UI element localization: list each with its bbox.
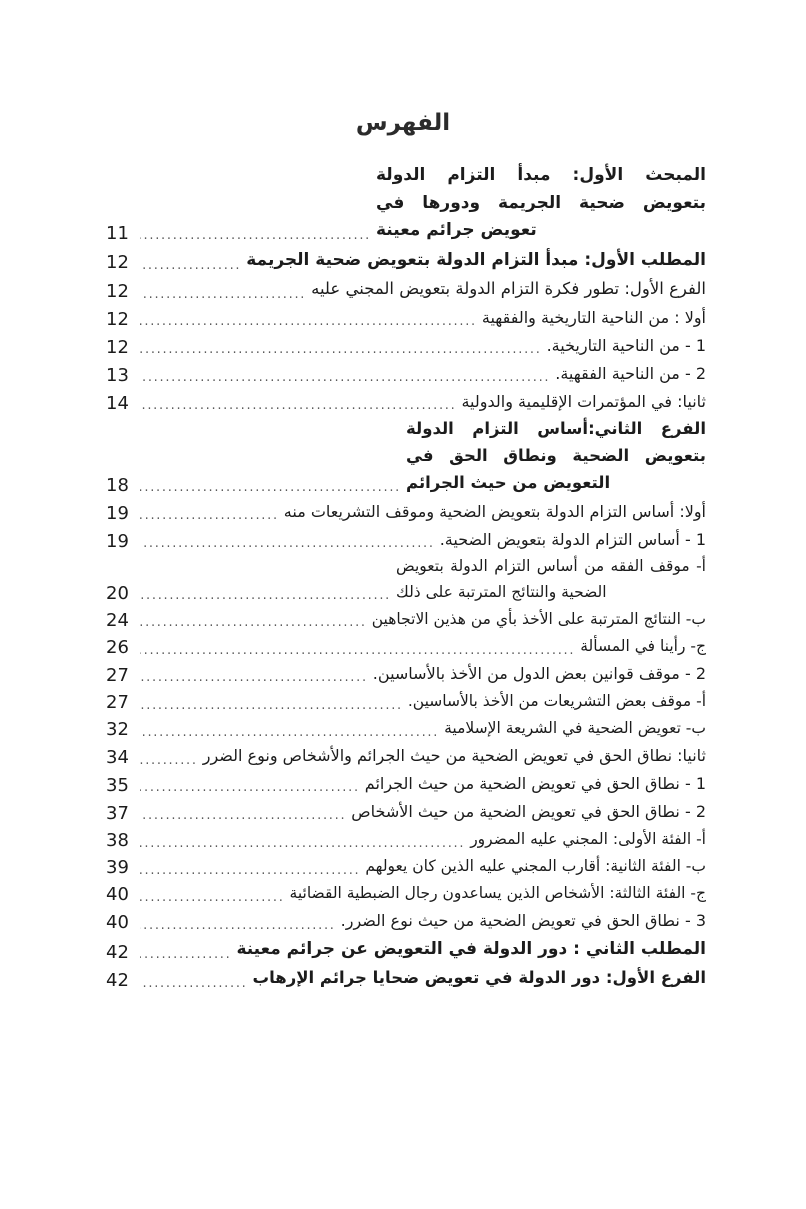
toc-entry[interactable] xyxy=(106,716,706,741)
toc-entry-label: ثانيا: نطاق الحق في تعويض الضحية من حيث الجرائم والأشخاص ونوع الضرر xyxy=(202,746,706,765)
toc-entry-label: أولا : من الناحية التاريخية والفقهية xyxy=(481,307,706,327)
dot-leader xyxy=(140,807,346,825)
toc-entry[interactable] xyxy=(106,634,706,659)
dot-leader xyxy=(140,888,285,906)
dot-leader xyxy=(140,946,231,964)
dot-leader xyxy=(140,669,368,687)
toc-entry[interactable] xyxy=(106,771,706,797)
toc-entry-page-number: 20 xyxy=(106,582,129,604)
toc-entry-page-number: 40 xyxy=(106,912,129,934)
toc-entry-label: 1 - من الناحية التاريخية. xyxy=(546,335,706,355)
toc-entry-page-number: 14 xyxy=(106,392,129,414)
toc-entry-page-number: 42 xyxy=(106,941,129,963)
toc-entry-page-number: 35 xyxy=(106,775,129,797)
toc-entry-label: الفرع الثاني:أساس التزام الدولة بتعويض الضحية ونطاق الحق في التعويض من حيث الجرائم xyxy=(406,419,706,492)
toc-entry-page-number: 12 xyxy=(106,309,129,331)
toc-entry[interactable] xyxy=(106,936,706,964)
toc-entry[interactable] xyxy=(106,965,706,992)
toc-entry[interactable] xyxy=(106,361,706,387)
toc-entry-page-number: 18 xyxy=(106,474,129,496)
toc-entry-list xyxy=(106,162,706,994)
toc-entry-page-number: 27 xyxy=(106,665,129,687)
toc-entry-label: المطلب الأول: مبدأ التزام الدولة بتعويض ضحية الجريمة xyxy=(246,249,706,270)
toc-entry[interactable] xyxy=(106,854,706,879)
toc-entry-label: 2 - نطاق الحق في تعويض الضحية من حيث الأشخاص xyxy=(351,801,706,821)
dot-leader xyxy=(140,614,367,632)
dot-leader xyxy=(140,834,465,852)
toc-entry[interactable] xyxy=(106,799,706,825)
toc-entry[interactable] xyxy=(106,554,706,604)
dot-leader xyxy=(140,779,360,797)
toc-entry-page-number: 12 xyxy=(106,252,129,274)
dot-leader xyxy=(140,975,248,993)
toc-entry[interactable] xyxy=(106,305,706,331)
toc-entry-label: 2 - من الناحية الفقهية. xyxy=(555,363,706,383)
toc-entry-label: المبحث الأول: مبدأ التزام الدولة بتعويض ضحية الجريمة ودورها في تعويض جرائم معينة xyxy=(376,165,706,241)
toc-entry-label: الفرع الأول: دور الدولة في تعويض ضحايا جرائم الإرهاب xyxy=(252,968,706,988)
toc-entry-page-number: 26 xyxy=(106,637,129,659)
toc-entry-page-number: 34 xyxy=(106,747,129,769)
toc-entry-label: أ- موقف الفقه من أساس التزام الدولة بتعويض الضحية والنتائج المترتبة على ذلك xyxy=(396,557,706,601)
dot-leader xyxy=(140,751,198,769)
toc-entry[interactable] xyxy=(106,499,706,525)
toc-entry[interactable] xyxy=(106,908,706,934)
toc-entry-label: الفرع الأول: تطور فكرة التزام الدولة بتعويض المجني عليه xyxy=(311,279,706,299)
toc-entry-label: المطلب الثاني : دور الدولة في التعويض عن جرائم معينة xyxy=(236,938,706,959)
toc-entry-page-number: 11 xyxy=(106,222,129,244)
toc-entry-page-number: 19 xyxy=(106,502,129,524)
toc-entry[interactable] xyxy=(106,389,706,415)
dot-leader xyxy=(140,285,306,303)
toc-entry-page-number: 42 xyxy=(106,970,129,992)
dot-leader xyxy=(140,641,575,659)
toc-entry[interactable] xyxy=(106,661,706,687)
toc-entry[interactable] xyxy=(106,743,706,769)
toc-entry[interactable] xyxy=(106,162,706,245)
toc-entry-page-number: 27 xyxy=(106,692,129,714)
toc-entry-page-number: 39 xyxy=(106,857,129,879)
page-title: الفهرس xyxy=(355,110,451,136)
toc-entry-label: 3 - نطاق الحق في تعويض الضحية من حيث نوع الضرر. xyxy=(340,911,706,931)
toc-entry-page-number: 32 xyxy=(106,719,129,741)
toc-entry-page-number: 12 xyxy=(106,281,129,303)
toc-entry-label: ج- الفئة الثالثة: الأشخاص الذين يساعدون رجال الضبطية القضائية xyxy=(289,883,706,902)
toc-entry[interactable] xyxy=(106,333,706,359)
dot-leader xyxy=(140,341,542,359)
dot-leader xyxy=(140,916,336,934)
toc-entry-page-number: 40 xyxy=(106,884,129,906)
toc-entry-label: 1 - أساس التزام الدولة بتعويض الضحية. xyxy=(439,529,706,549)
toc-entry[interactable] xyxy=(106,689,706,714)
toc-entry[interactable] xyxy=(106,827,706,852)
dot-leader xyxy=(140,227,371,245)
dot-leader xyxy=(140,369,550,387)
toc-entry[interactable] xyxy=(106,276,706,303)
toc-entry-label: ب- النتائج المترتبة على الأخذ بأي من هذين الاتجاهين xyxy=(371,609,706,628)
dot-leader xyxy=(140,723,439,741)
toc-entry-page-number: 24 xyxy=(106,610,129,632)
toc-entry[interactable] xyxy=(106,607,706,632)
toc-entry[interactable] xyxy=(106,527,706,553)
toc-entry-label: ب- تعويض الضحية في الشريعة الإسلامية xyxy=(444,718,706,737)
toc-entry-page-number: 38 xyxy=(106,830,129,852)
toc-entry-page-number: 12 xyxy=(106,336,129,358)
toc-entry-label: أ- موقف بعض التشريعات من الأخذ بالأساسين. xyxy=(407,691,706,710)
toc-entry-label: 2 - موقف قوانين بعض الدول من الأخذ بالأساسين. xyxy=(372,663,706,683)
dot-leader xyxy=(140,535,435,553)
dot-leader xyxy=(140,587,391,605)
toc-entry-label: ب- الفئة الثانية: أقارب المجني عليه الذين كان يعولهم xyxy=(365,856,706,875)
dot-leader xyxy=(140,313,477,331)
toc-entry-label: ثانيا: في المؤتمرات الإقليمية والدولية xyxy=(461,391,706,411)
toc-entry[interactable] xyxy=(106,247,706,275)
toc-entry-label: ج- رأينا في المسألة xyxy=(580,636,706,655)
toc-entry-page-number: 13 xyxy=(106,364,129,386)
toc-entry[interactable] xyxy=(106,881,706,906)
dot-leader xyxy=(140,507,279,525)
toc-entry-page-number: 19 xyxy=(106,530,129,552)
dot-leader xyxy=(140,479,401,497)
dot-leader xyxy=(140,861,360,879)
dot-leader xyxy=(140,696,403,714)
dot-leader xyxy=(140,257,241,275)
toc-entry[interactable] xyxy=(106,416,706,496)
toc-entry-label: 1 - نطاق الحق في تعويض الضحية من حيث الجرائم xyxy=(364,773,706,793)
toc-entry-label: أ- الفئة الأولى: المجني عليه المضرور xyxy=(470,829,706,848)
toc-entry-label: أولا: أساس التزام الدولة بتعويض الضحية وموقف التشريعات منه xyxy=(283,501,706,521)
dot-leader xyxy=(140,397,456,415)
toc-entry-page-number: 37 xyxy=(106,803,129,824)
